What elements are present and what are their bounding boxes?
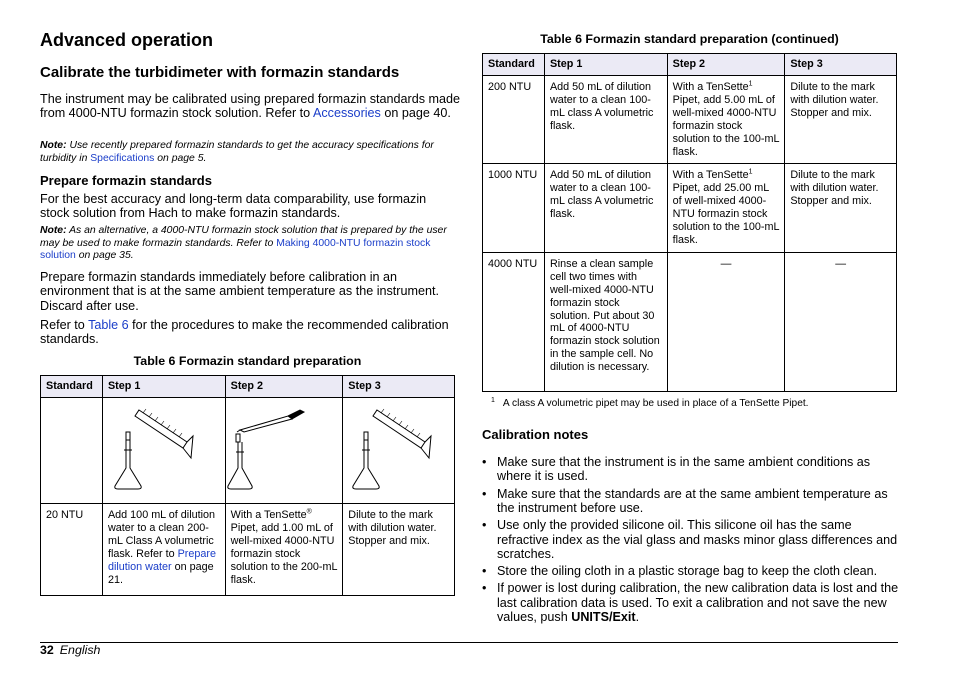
page-number: 32: [40, 643, 54, 657]
cell-standard: 200 NTU: [483, 76, 545, 164]
calibration-notes-heading: Calibration notes: [482, 427, 589, 442]
cell-step-1: Add 50 mL of dilution water to a clean 100-mL class A volumetric flask.: [544, 164, 667, 252]
table-row: [483, 76, 897, 164]
cell-standard: 20 NTU: [41, 504, 103, 596]
footer-language: English: [59, 643, 101, 657]
illustration-empty-cell: [41, 398, 103, 504]
page-heading: Advanced operation: [40, 30, 214, 50]
section-heading: Calibrate the turbidimeter with formazin standards: [40, 64, 400, 81]
header-standard: Standard: [483, 54, 545, 76]
footer-rule: [40, 642, 898, 643]
header-step-2: Step 2: [225, 376, 343, 398]
header-standard: Standard: [41, 376, 103, 398]
list-item: • Make sure that the instrument is in the same ambient conditions as where it is used.: [482, 455, 871, 484]
prepare-paragraph-3: Refer to Table 6 for the procedures to make the recommended calibration standards.: [40, 318, 449, 347]
cell-step-3: —: [785, 252, 897, 391]
cell-step-3: Dilute to the mark with dilution water. Stopper and mix.: [343, 504, 455, 596]
list-item: • Store the oiling cloth in a plastic storage bag to keep the cloth clean.: [482, 564, 878, 579]
table-header-row: [41, 376, 455, 398]
header-step-2: Step 2: [667, 54, 785, 76]
intro-paragraph: The instrument may be calibrated using prepared formazin standards made from 4000-NTU formazin stock solution. Refer to Accessories on page 40.: [40, 92, 461, 121]
accessories-link[interactable]: Accessories: [312, 106, 381, 121]
prepare-dilution-water-link[interactable]: Prepare dilution water: [107, 547, 216, 573]
note-specifications: Note: Use recently prepared formazin standards to get the accuracy specifications for turbidity in Specifications on page 5.: [40, 140, 434, 164]
table-footnote: $^1$ A class A volumetric pipet may be used in place of a TenSette Pipet.: [491, 396, 809, 409]
formazin-table-left: [40, 375, 455, 596]
list-item: • If power is lost during calibration, the new calibration data is lost and the last calibration data is used. To exit a calibration and not save the new values, push UNITS/Exit.: [482, 581, 899, 625]
cell-step-3: Dilute to the mark with dilution water. Stopper and mix.: [785, 164, 897, 252]
calibration-notes-list: [482, 455, 902, 627]
header-step-1: Step 1: [544, 54, 667, 76]
table-row: [483, 252, 897, 391]
header-step-1: Step 1: [102, 376, 225, 398]
illustration-step-3: [343, 398, 455, 504]
cell-standard: 4000 NTU: [483, 252, 545, 391]
making-stock-link[interactable]: Making 4000-NTU formazin stock solution: [40, 237, 431, 262]
cell-step-2: With a TenSette$^1$ Pipet, add 25.00 mL of well-mixed 4000-NTU formazin stock solution to the 100-mL flask.: [667, 164, 785, 252]
illustration-row: [41, 398, 455, 504]
table-caption-right: Table 6 Formazin standard preparation (continued): [540, 32, 839, 46]
cell-standard: 1000 NTU: [483, 164, 545, 252]
page-footer: [40, 643, 100, 657]
flask-with-cylinder-fill-icon: [343, 398, 455, 504]
note-stock-solution: Note: As an alternative, a 4000-NTU formazin stock solution that is prepared by the user may be used to make formazin standards. Refer to Making 4000-NTU formazin stock solution on page 35.: [40, 225, 447, 262]
cell-step-2: —: [667, 252, 785, 391]
illustration-step-1: [102, 398, 225, 504]
header-step-3: Step 3: [343, 376, 455, 398]
prepare-heading: Prepare formazin standards: [40, 173, 212, 188]
cell-step-1: Add 100 mL of dilution water to a clean 200-mL Class A volumetric flask. Refer to Prepare dilution water on page 21.: [102, 504, 225, 596]
cell-step-1: Rinse a clean sample cell two times with well-mixed 4000-NTU formazin stock solution. Put about 30 mL of 4000-NTU formazin stock solution in the sample cell. No dilution is necessary.: [544, 252, 667, 391]
table-6-link[interactable]: Table 6: [88, 318, 129, 332]
cell-step-2: With a TenSette$^1$ Pipet, add 5.00 mL of well-mixed 4000-NTU formazin stock solution to the 100-mL flask.: [667, 76, 785, 164]
cell-step-1: Add 50 mL of dilution water to a clean 100-mL class A volumetric flask.: [544, 76, 667, 164]
table-row: [41, 504, 455, 596]
cell-step-2: With a TenSette® Pipet, add 1.00 mL of well-mixed 4000-NTU formazin stock solution to the 200-mL flask.: [225, 504, 343, 596]
list-item: • Make sure that the standards are at the same ambient temperature as the instrument before use.: [482, 486, 888, 516]
illustration-step-2: [225, 398, 343, 504]
prepare-paragraph-2: Prepare formazin standards immediately before calibration in an environment that is at the same ambient temperature as the instrument. Discard after use.: [40, 270, 440, 313]
formazin-table-right: [482, 53, 897, 392]
prepare-paragraph-1: For the best accuracy and long-term data comparability, use formazin stock solution from Hach to make formazin standards.: [40, 192, 427, 221]
table-caption-left: Table 6 Formazin standard preparation: [133, 354, 362, 368]
specifications-link[interactable]: Specifications: [90, 152, 155, 164]
cell-step-3: Dilute to the mark with dilution water. Stopper and mix.: [785, 76, 897, 164]
header-step-3: Step 3: [785, 54, 897, 76]
flask-with-pipet-icon: [226, 398, 344, 504]
table-header-row: [483, 54, 897, 76]
flask-with-graduated-cylinder-icon: [103, 398, 226, 504]
table-row: [483, 164, 897, 252]
list-item: • Use only the provided silicone oil. This silicone oil has the same refractive index as the vial glass and masks minor glass differences and scratches.: [482, 518, 898, 562]
